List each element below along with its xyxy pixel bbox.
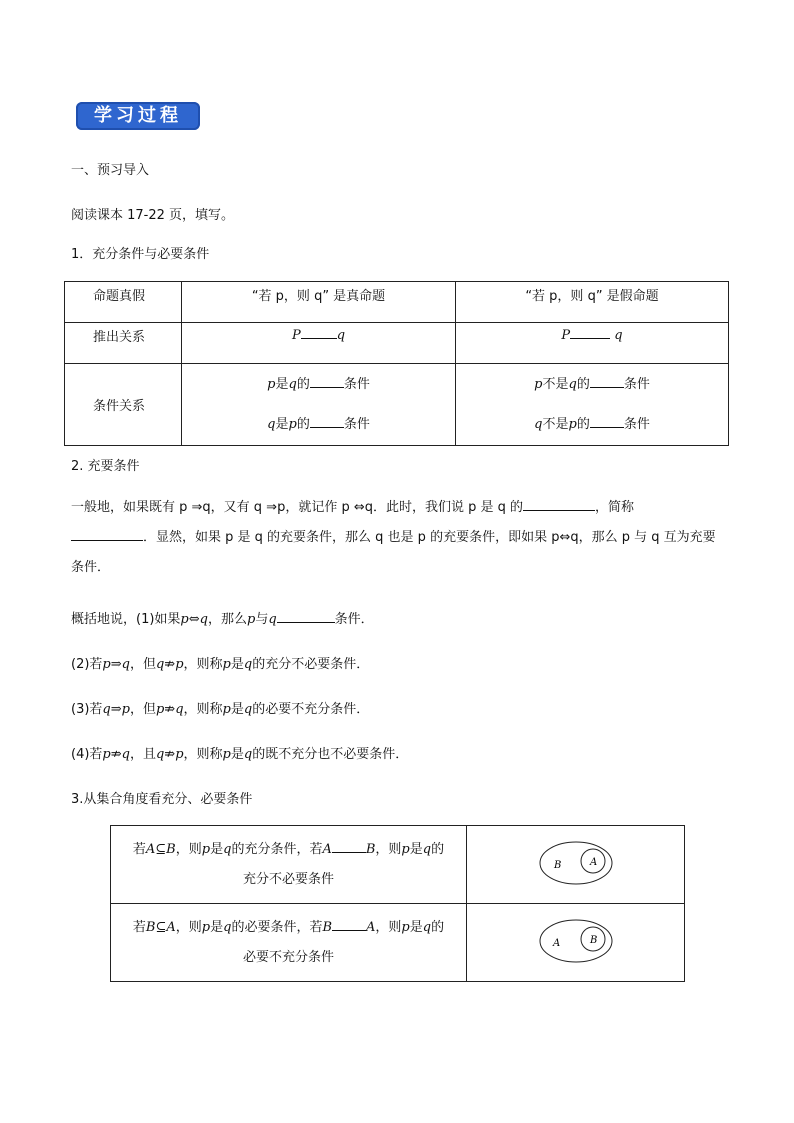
text: 的充分不必要条件．: [252, 657, 370, 672]
symbol-p: p: [201, 841, 211, 857]
text: 的: [576, 416, 590, 432]
table-row: [65, 323, 729, 364]
summary-line-3: [71, 698, 369, 717]
text: ，则: [375, 841, 402, 857]
symbol-b: B: [365, 841, 376, 857]
fill-blank[interactable]: [523, 498, 595, 511]
text: 是: [230, 702, 244, 717]
table-row: [111, 904, 685, 982]
symbol-q: q: [268, 612, 277, 627]
symbol-q: q: [568, 376, 577, 392]
text: 是: [409, 841, 423, 857]
fill-blank[interactable]: [310, 375, 344, 388]
row-label: 推出关系: [65, 323, 182, 364]
math: q⇏p: [155, 747, 184, 762]
summary-line-2: [71, 653, 369, 672]
symbol-q: q: [243, 702, 253, 717]
symbol-p: P: [291, 328, 301, 343]
heading-section-2: 2. 充要条件: [71, 459, 140, 474]
symbol-q: q: [534, 416, 543, 432]
fill-blank[interactable]: [590, 375, 624, 388]
cell-line: [111, 913, 466, 943]
symbol-p: p: [288, 416, 297, 432]
symbol-q: q: [243, 657, 253, 672]
text: 条件: [623, 376, 650, 392]
fill-blank[interactable]: [570, 326, 610, 339]
symbol-p: p: [401, 919, 410, 935]
condition-line: [456, 405, 728, 445]
symbol-a: A: [322, 841, 332, 857]
symbol-p: p: [222, 702, 231, 717]
table-row: [65, 282, 729, 323]
text: 若: [132, 919, 146, 935]
text: ，且: [129, 747, 156, 762]
fill-blank[interactable]: [301, 326, 337, 339]
symbol-p: p: [267, 376, 276, 392]
implication-cell: [456, 323, 729, 364]
summary-line-4: [71, 743, 408, 762]
math: q⇒p: [102, 702, 130, 717]
fill-blank[interactable]: [277, 610, 335, 623]
paragraph-iff: [71, 493, 723, 583]
text: ，则称: [183, 747, 223, 762]
text: 的: [431, 919, 445, 935]
outer-set-label: B: [553, 859, 561, 871]
condition-cell: [182, 364, 456, 446]
condition-line: [182, 405, 455, 445]
heading-preview: 一、预习导入: [71, 163, 150, 178]
text: ，简称: [595, 500, 635, 515]
symbol-p: p: [222, 657, 231, 672]
math: B⊆A: [145, 919, 176, 935]
symbol-q: q: [243, 747, 253, 762]
venn-cell: [467, 904, 685, 982]
text: 与: [255, 612, 269, 627]
outer-set-label: A: [552, 937, 560, 949]
text: 条件: [343, 416, 370, 432]
text: ．显然，如果 p 是 q 的充要条件，那么 q 也是 p 的充要条件，即如果 p⇔q，那么 p 与 q 互为充要条件．: [71, 530, 716, 575]
text: 的既不充分也不必要条件．: [252, 747, 409, 762]
intro-text: 阅读课本 17-22 页，填写。: [71, 208, 235, 223]
text: 不是: [542, 416, 569, 432]
symbol-q: q: [288, 376, 297, 392]
text: 不是: [542, 376, 569, 392]
text: 是: [230, 657, 244, 672]
text: 是: [210, 919, 224, 935]
math: A⊆B: [145, 841, 176, 857]
text: 的充分条件，若: [231, 841, 323, 857]
text: 若: [132, 841, 146, 857]
symbol-p: P: [561, 328, 571, 343]
text: 条件: [343, 376, 370, 392]
symbol-q: q: [422, 919, 432, 935]
heading-section-1: 1．充分条件与必要条件: [71, 247, 210, 262]
text: 的: [431, 841, 445, 857]
text: ，则: [175, 919, 202, 935]
text: ，但: [129, 702, 156, 717]
text: 的: [576, 376, 590, 392]
symbol-q: q: [267, 416, 276, 432]
section-badge: 学习过程: [76, 102, 200, 130]
symbol-q: q: [614, 328, 623, 343]
summary-line-1: [71, 608, 374, 627]
text: ，但: [129, 657, 156, 672]
symbol-q: q: [223, 841, 232, 857]
venn-cell: [467, 826, 685, 904]
text: 是: [275, 376, 289, 392]
set-condition-cell: [111, 826, 467, 904]
table-row: [65, 364, 729, 446]
fill-blank[interactable]: [71, 528, 143, 541]
text: 是: [409, 919, 423, 935]
text: 是: [210, 841, 224, 857]
symbol-b: B: [322, 919, 333, 935]
condition-cell: [456, 364, 729, 446]
text: ，则称: [183, 657, 223, 672]
fill-blank[interactable]: [332, 840, 366, 853]
text: (4)若: [71, 747, 103, 762]
symbol-q: q: [223, 919, 232, 935]
cell-line: [111, 835, 466, 865]
symbol-p: p: [201, 919, 211, 935]
math: p⇏q: [155, 702, 184, 717]
table-row: [111, 826, 685, 904]
set-condition-cell: [111, 904, 467, 982]
text: 条件．: [334, 612, 374, 627]
symbol-p: p: [534, 376, 543, 392]
text: ，则: [375, 919, 402, 935]
math: q⇏p: [155, 657, 184, 672]
symbol-p: p: [568, 416, 577, 432]
set-table: [110, 825, 685, 982]
condition-line: [182, 365, 455, 405]
header-cell: “若 p，则 q” 是真命题: [182, 282, 456, 323]
outer-set-ellipse: [540, 842, 612, 884]
venn-diagram: [536, 917, 616, 965]
condition-line: [456, 365, 728, 405]
text: 是: [230, 747, 244, 762]
math: p⇒q: [102, 657, 130, 672]
row-label: 条件关系: [65, 364, 182, 446]
text: 一般地，如果既有 p ⇒q，又有 q ⇒p，就记作 p ⇔q．此时，我们说 p 是 q 的: [71, 500, 524, 515]
fill-blank[interactable]: [310, 415, 344, 428]
inner-set-label: B: [589, 934, 597, 946]
symbol-q: q: [336, 328, 346, 343]
math: p⇔q: [180, 612, 208, 627]
fill-blank[interactable]: [332, 918, 366, 931]
implication-cell: [182, 323, 456, 364]
symbol-p: p: [222, 747, 231, 762]
text: ，那么: [207, 612, 247, 627]
text: ，则: [175, 841, 202, 857]
text: 的: [296, 416, 310, 432]
text: 条件: [623, 416, 650, 432]
fill-blank[interactable]: [590, 415, 624, 428]
cell-line: 必要不充分条件: [242, 949, 334, 965]
text: 是: [275, 416, 289, 432]
header-cell: 命题真假: [65, 282, 182, 323]
text: 的必要条件，若: [231, 919, 323, 935]
header-cell: “若 p，则 q” 是假命题: [456, 282, 729, 323]
text: (2)若: [71, 657, 103, 672]
text: ，则称: [183, 702, 223, 717]
symbol-p: p: [401, 841, 410, 857]
math: p⇏q: [102, 747, 130, 762]
outer-set-ellipse: [540, 920, 612, 962]
symbol-q: q: [422, 841, 432, 857]
symbol-a: A: [366, 919, 376, 935]
symbol-p: p: [246, 612, 256, 627]
conditions-table: [64, 281, 729, 446]
text: 的必要不充分条件．: [252, 702, 370, 717]
heading-section-3: 3.从集合角度看充分、必要条件: [71, 792, 253, 807]
text: (3)若: [71, 702, 103, 717]
cell-line: 充分不必要条件: [242, 871, 334, 887]
venn-diagram: [536, 839, 616, 887]
inner-set-label: A: [589, 856, 597, 868]
text: 概括地说，(1)如果: [71, 612, 181, 627]
text: 的: [296, 376, 310, 392]
